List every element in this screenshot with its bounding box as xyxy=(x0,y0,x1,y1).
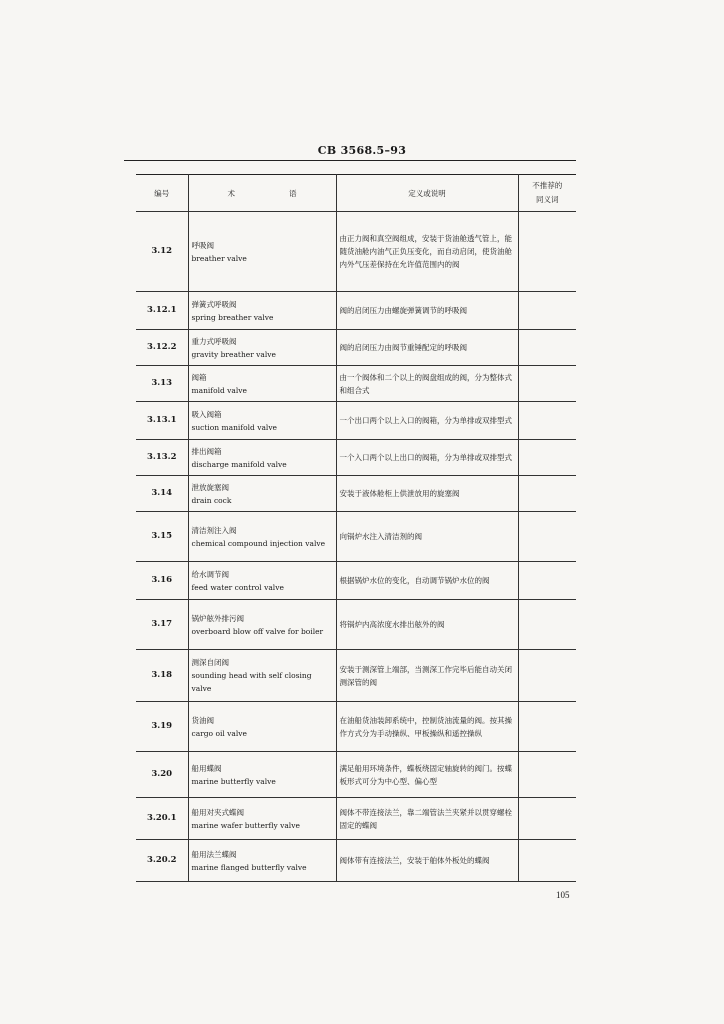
table-row xyxy=(136,600,576,650)
term-number: 3.12.2 xyxy=(136,330,188,366)
table-row xyxy=(136,512,576,562)
term-cell xyxy=(188,702,336,752)
term-en: drain cock xyxy=(191,495,232,505)
term-definition: 向锅炉水注入清洁剂的阀 xyxy=(336,512,518,562)
term-cell xyxy=(188,752,336,798)
header-rule xyxy=(124,160,576,161)
term-en: marine wafer butterfly valve xyxy=(191,820,300,830)
term-cell xyxy=(188,212,336,292)
term-en: marine flanged butterfly valve xyxy=(191,862,307,872)
header-term xyxy=(188,175,336,212)
term-zh: 阀箱 xyxy=(191,372,207,382)
term-definition: 安装于测深管上端部，当测深工作完毕后能自动关闭测深管的阀 xyxy=(336,650,518,702)
term-synonym xyxy=(518,366,576,402)
term-definition: 阀体带有连接法兰，安装于舶体外板处的蝶阀 xyxy=(336,840,518,882)
term-definition: 根据锅炉水位的变化，自动调节锅炉水位的阀 xyxy=(336,562,518,600)
term-cell xyxy=(188,840,336,882)
term-definition: 满足船用环境条件，蝶板绕固定轴旋转的阀门。按蝶板形式可分为中心型、偏心型 xyxy=(336,752,518,798)
term-en: overboard blow off valve for boiler xyxy=(191,626,324,636)
table-row xyxy=(136,476,576,512)
term-definition: 由正力阀和真空阀组成，安装于货油舱透气管上，能随货油舱内油气正负压变化，而自动启闭，使货油舱内外气压差保持在允许值范围内的阀 xyxy=(336,212,518,292)
term-cell xyxy=(188,650,336,702)
term-number: 3.20.1 xyxy=(136,798,188,840)
term-number: 3.13.1 xyxy=(136,402,188,440)
term-definition: 安装于液体舱柜上供泄放用的旋塞阀 xyxy=(336,476,518,512)
term-synonym xyxy=(518,330,576,366)
term-cell xyxy=(188,512,336,562)
header-number: 编号 xyxy=(136,175,188,212)
term-definition: 阀体不带连接法兰，靠二端管法兰夹紧并以贯穿螺栓固定的蝶阀 xyxy=(336,798,518,840)
term-number: 3.18 xyxy=(136,650,188,702)
term-cell xyxy=(188,292,336,330)
table-row xyxy=(136,562,576,600)
table-row xyxy=(136,330,576,366)
term-en: sounding head with self closing valve xyxy=(191,671,312,693)
term-definition: 一个出口两个以上入口的阀箱，分为单排或双排型式 xyxy=(336,402,518,440)
header-synonym-line2: 同义词 xyxy=(536,195,559,204)
term-cell xyxy=(188,330,336,366)
term-number: 3.20.2 xyxy=(136,840,188,882)
terms-table xyxy=(136,174,576,882)
term-cell xyxy=(188,440,336,476)
term-cell xyxy=(188,600,336,650)
term-en: suction manifold valve xyxy=(191,422,277,432)
term-zh: 测深自闭阀 xyxy=(191,658,229,667)
header-term-b: 语 xyxy=(289,188,297,198)
term-synonym xyxy=(518,600,576,650)
term-definition: 一个入口两个以上出口的阀箱，分为单排或双排型式 xyxy=(336,440,518,476)
table-row xyxy=(136,702,576,752)
term-number: 3.14 xyxy=(136,476,188,512)
term-zh: 货油阀 xyxy=(191,715,214,725)
term-en: feed water control valve xyxy=(191,582,284,592)
term-zh: 船用蝶阀 xyxy=(191,763,222,773)
term-en: marine butterfly valve xyxy=(191,776,276,786)
term-synonym xyxy=(518,798,576,840)
term-synonym xyxy=(518,402,576,440)
term-zh: 排出阀箱 xyxy=(191,446,222,456)
table-row xyxy=(136,366,576,402)
header-term-a: 术 xyxy=(227,188,235,198)
table-row xyxy=(136,798,576,840)
table-row xyxy=(136,402,576,440)
term-cell xyxy=(188,562,336,600)
term-en: discharge manifold valve xyxy=(191,459,287,469)
table-row xyxy=(136,650,576,702)
term-number: 3.13 xyxy=(136,366,188,402)
term-number: 3.12.1 xyxy=(136,292,188,330)
term-definition: 将锅炉内高浓度水排出舷外的阀 xyxy=(336,600,518,650)
term-number: 3.20 xyxy=(136,752,188,798)
header-synonym-line1: 不推荐的 xyxy=(532,181,563,190)
term-cell xyxy=(188,366,336,402)
term-cell xyxy=(188,476,336,512)
term-synonym xyxy=(518,562,576,600)
term-synonym xyxy=(518,650,576,702)
table-row xyxy=(136,752,576,798)
term-en: cargo oil valve xyxy=(191,728,247,738)
term-zh: 泄放旋塞阀 xyxy=(191,482,229,492)
term-en: manifold valve xyxy=(191,385,247,395)
term-cell xyxy=(188,402,336,440)
term-synonym xyxy=(518,292,576,330)
term-synonym xyxy=(518,752,576,798)
header-synonym xyxy=(518,175,576,212)
table-row xyxy=(136,840,576,882)
term-number: 3.17 xyxy=(136,600,188,650)
term-cell xyxy=(188,798,336,840)
table-row xyxy=(136,292,576,330)
term-zh: 呼吸阀 xyxy=(191,240,214,250)
term-number: 3.13.2 xyxy=(136,440,188,476)
term-en: breather valve xyxy=(191,253,247,263)
term-zh: 船用对夹式蝶阀 xyxy=(191,807,244,817)
term-number: 3.16 xyxy=(136,562,188,600)
table-row xyxy=(136,440,576,476)
term-synonym xyxy=(518,212,576,292)
term-zh: 清洁剂注入阀 xyxy=(191,525,237,535)
term-zh: 船用法兰蝶阀 xyxy=(191,849,237,859)
term-definition: 由一个阀体和二个以上的阀盘组成的阀，分为整体式和组合式 xyxy=(336,366,518,402)
term-en: chemical compound injection valve xyxy=(191,538,326,548)
table-header-row xyxy=(136,175,576,212)
term-synonym xyxy=(518,476,576,512)
term-synonym xyxy=(518,440,576,476)
term-number: 3.12 xyxy=(136,212,188,292)
term-zh: 吸入阀箱 xyxy=(191,409,222,419)
term-synonym xyxy=(518,840,576,882)
term-definition: 在油船货油装卸系统中，控制货油流量的阀。按其操作方式分为手动操纵、甲板操纵和遥控操纵 xyxy=(336,702,518,752)
term-zh: 锅炉舷外排污阀 xyxy=(191,613,244,623)
term-zh: 弹簧式呼吸阀 xyxy=(191,299,237,309)
term-en: spring breather valve xyxy=(191,312,274,322)
term-zh: 重力式呼吸阀 xyxy=(191,336,237,346)
term-definition: 阀的启闭压力由螺旋弹簧调节的呼吸阀 xyxy=(336,292,518,330)
term-number: 3.15 xyxy=(136,512,188,562)
header-definition: 定义或说明 xyxy=(336,175,518,212)
page-number: 105 xyxy=(556,890,570,900)
term-number: 3.19 xyxy=(136,702,188,752)
term-synonym xyxy=(518,512,576,562)
term-en: gravity breather valve xyxy=(191,349,276,359)
term-definition: 阀的启闭压力由阀节重锤配定的呼吸阀 xyxy=(336,330,518,366)
term-synonym xyxy=(518,702,576,752)
term-zh: 给水调节阀 xyxy=(191,569,229,579)
document-header: CB 3568.5–93 xyxy=(317,144,407,157)
table-row xyxy=(136,212,576,292)
